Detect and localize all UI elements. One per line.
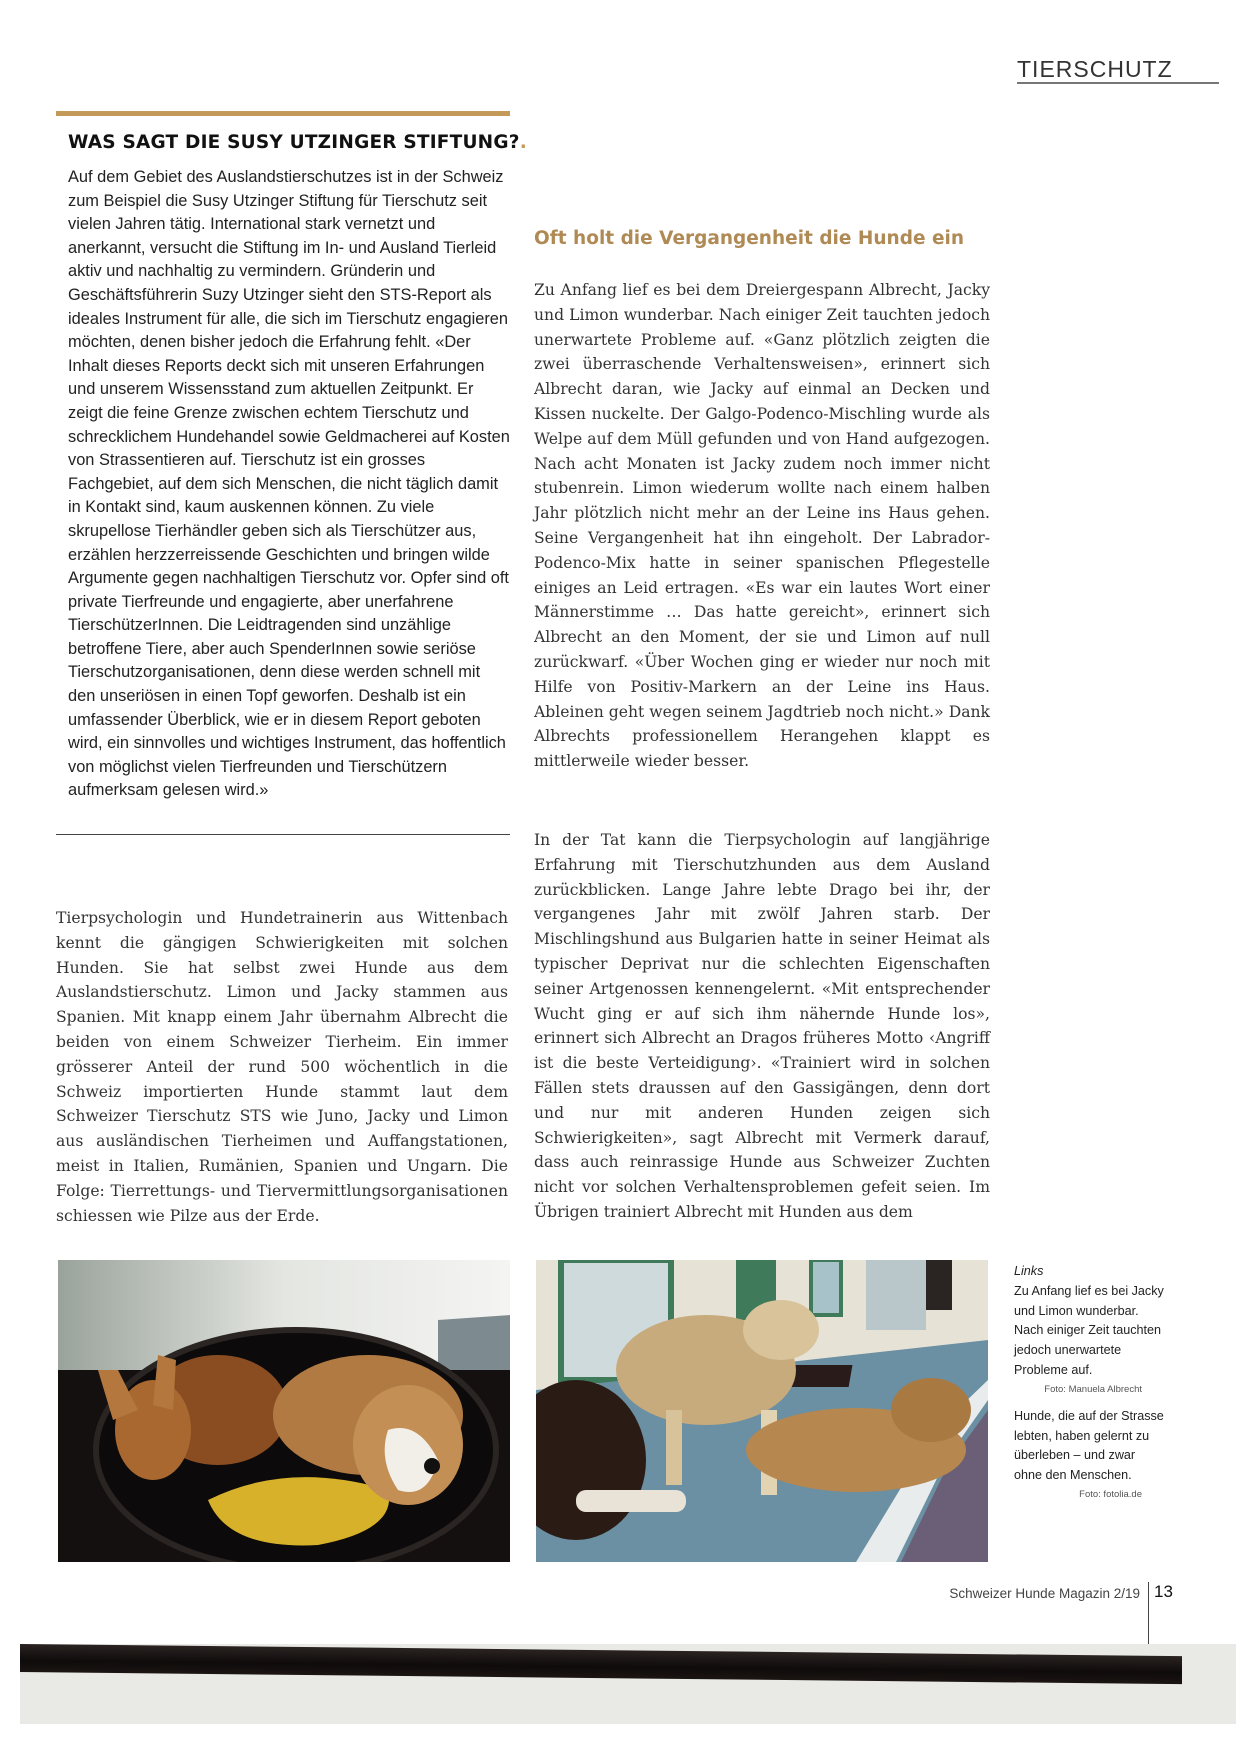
scan-edge-shadow bbox=[20, 1644, 1182, 1684]
caption-left-photo: Zu Anfang lief es bei Jacky und Limon wunderbar. Nach einiger Zeit tauchten jedoch unerwartete Probleme auf. bbox=[1014, 1283, 1164, 1377]
photo-street-dogs bbox=[536, 1260, 988, 1562]
caption-label: Links bbox=[1014, 1264, 1044, 1278]
article-subheading: Oft holt die Vergangenheit die Hunde ein bbox=[534, 228, 964, 249]
page-number: 13 bbox=[1154, 1582, 1173, 1601]
box-bottom-rule bbox=[56, 834, 510, 835]
section-underline bbox=[1017, 82, 1219, 84]
dogs-in-bed-illustration bbox=[58, 1260, 510, 1562]
box-accent-bar bbox=[56, 111, 510, 116]
box-title-dot: . bbox=[519, 132, 527, 153]
photo-credit-2: Foto: fotolia.de bbox=[1079, 1488, 1142, 1500]
caption-right-photo: Hunde, die auf der Strasse lebten, haben gelernt zu überleben – und zwar ohne den Menschen. bbox=[1014, 1408, 1164, 1483]
photo-captions bbox=[1014, 1262, 1164, 1504]
box-title-text: WAS SAGT DIE SUSY UTZINGER STIFTUNG? bbox=[68, 132, 520, 153]
footer-separator bbox=[1148, 1582, 1149, 1644]
photo-credit-1: Foto: Manuela Albrecht bbox=[1044, 1383, 1142, 1395]
box-body: Auf dem Gebiet des Auslandstierschutzes ist in der Schweiz zum Beispiel die Susy Utzinger Stiftung für Tierschutz seit vielen Jahren tätig. International stark vernetzt und anerkannt, versucht die Stiftung im In- und Ausland Tierleid aktiv und nachhaltig zu vermindern. Gründerin und Geschäftsführerin Suzy Utzinger sieht den STS-Report als ideales Instrument für alle, die sich im Tierschutz engagieren möchten, denen bisher jedoch die Erfahrung fehlt. «Der Inhalt dieses Reports deckt sich mit unseren Erfahrungen und unserem Wissensstand zum aktuellen Zeitpunkt. Er zeigt die feine Grenze zwischen echtem Tierschutz und schrecklichem Hundehandel sowie Geldmacherei auf Kosten von Strassentieren auf. Tierschutz ist ein grosses Fachgebiet, auf dem sich Menschen, die nicht täglich damit in Kontakt sind, kaum auskennen können. Zu viele skrupellose Tierhändler geben sich als Tierschützer aus, erzählen herzzerreissende Geschichten und bringen wilde Argumente gegen nachhaltigen Tierschutz vor. Opfer sind oft private Tierfreunde und engagierte, aber unerfahrene TierschützerInnen. Die Leidtragenden sind unzählige betroffene Tiere, aber auch SpenderInnen sowie seriöse Tierschutzorganisationen, denn diese werden schnell mit den unseriösen in einen Topf geworfen. Deshalb ist ein umfassender Überblick, wie er in diesem Report geboten wird, ein sinnvolles und wichtiges Instrument, das hoffentlich von möglichst vielen Tierfreunden und Tierschützern aufmerksam gelesen wird.» bbox=[68, 168, 510, 800]
photo-dogs-in-bed bbox=[58, 1260, 510, 1562]
article-paragraph-col2-2: In der Tat kann die Tierpsychologin auf langjährige Erfahrung mit Tierschutzhunden aus dem Ausland zurückblicken. Lange Jahre lebte Drago bei ihr, der vergangenes Jahr mit zwölf Jahren starb. Der Mischlingshund aus Bulgarien hatte in seiner Heimat als typischer Deprivat nur die schlechten Eigenschaften seiner Artgenossen kennengelernt. «Mit entsprechender Wucht ging er auf sich ihm nähernde Hunde los», erinnert sich Albrecht an Dragos früheres Motto ‹Angriff ist die beste Verteidigung›. «Trainiert wird in solchen Fällen stets draussen auf den Gassigängen, denn dort und nur mit anderen Hunden zeigen sich Schwierigkeiten», sagt Albrecht mit Vermerk darauf, dass auch reinrassige Hunde aus Schweizer Zuchten nicht vor solchen Verhaltensproblemen gefeit seien. Im Übrigen trainiert Albrecht mit Hunden aus dem bbox=[534, 831, 990, 1221]
street-dogs-illustration bbox=[536, 1260, 988, 1562]
footer-publication: Schweizer Hunde Magazin 2/19 bbox=[949, 1586, 1140, 1601]
article-paragraph-col1: Tierpsychologin und Hundetrainerin aus Wittenbach kennt die gängigen Schwierigkeiten mit solchen Hunden. Sie hat selbst zwei Hunde aus dem Auslandstierschutz. Limon und Jacky stammen aus Spanien. Mit knapp einem Jahr übernahm Albrecht die beiden von einem Schweizer Tierheim. Ein immer grösserer Anteil der rund 500 wöchentlich in die Schweiz importierten Hunde stammt laut dem Schweizer Tierschutz STS wie Juno, Jacky und Limon aus ausländischen Tierheimen und Auffangstationen, meist in Italien, Rumänien, Spanien und Ungarn. Die Folge: Tierrettungs- und Tiervermittlungsorganisationen schiessen wie Pilze aus der Erde. bbox=[56, 909, 508, 1225]
article-paragraph-col2-1: Zu Anfang lief es bei dem Dreiergespann Albrecht, Jacky und Limon wunderbar. Nach einiger Zeit tauchten jedoch unerwartete Probleme auf. «Ganz plötzlich zeigten die zwei überraschende Verhaltensweisen», erinnert sich Albrecht daran, wie Jacky auf einmal an Decken und Kissen nuckelte. Der Galgo-Podenco-Mischling wurde als Welpe auf dem Müll gefunden und von Hand aufgezogen. Nach acht Monaten ist Jacky zudem noch immer nicht stubenrein. Limon wiederum wollte nach einem halben Jahr plötzlich nicht mehr an der Leine ins Haus gehen. Seine Vergangenheit hat ihn eingeholt. Der Labrador-Podenco-Mix hatte in seiner spanischen Pflegestelle einiges an Leid ertragen. «Es war ein lautes Wort einer Männerstimme … Das hatte gereicht», erinnert sich Albrecht an den Moment, der sie und Limon auf null zurückwarf. «Über Wochen ging er wieder nur noch mit Hilfe von Positiv-Markern an der Leine ins Haus. Ableinen geht wegen seinem Jagdtrieb noch nicht.» Dank Albrechts professionellem Herangehen klappt es mittlerweile wieder besser. bbox=[534, 281, 990, 771]
box-title bbox=[68, 132, 528, 153]
section-label: TIERSCHUTZ bbox=[1017, 56, 1173, 82]
